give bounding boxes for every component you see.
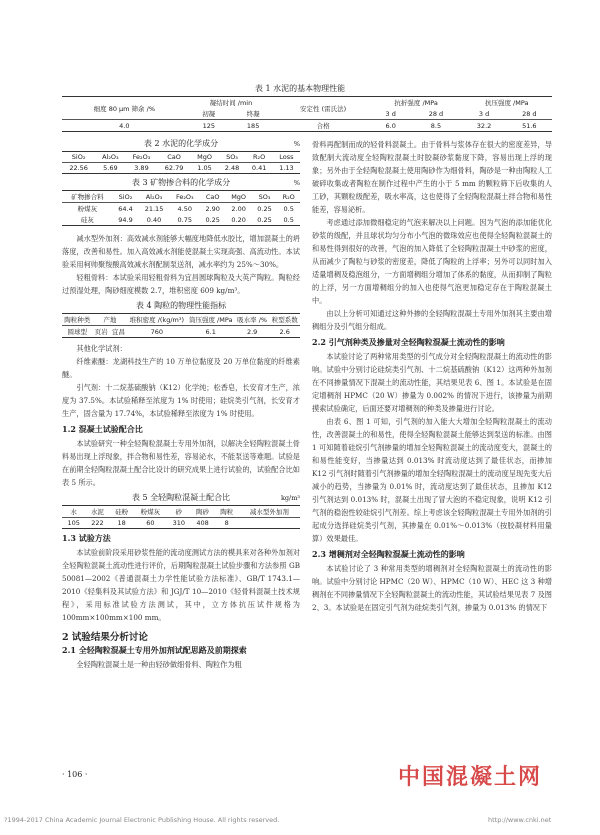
table2-cell: 2.48 [224,164,240,172]
table4-header: 陶粒种类 [64,316,91,324]
table2-title: 表 2 水泥的化学成分 [143,139,219,148]
table3-header: SO₃ [258,192,271,201]
left-paragraphs-4 [62,546,300,624]
table5-cell: 18 [117,519,126,527]
left-paragraphs-1 [62,232,300,297]
paragraph: 纤维素醚：龙湖科技生产的 10 万单位黏度及 20 万单位黏度的纤维素醚。 [62,357,300,379]
section-2-2-heading: 2.2 引气剂种类及掺量对全轻陶粒混凝土流动性的影响 [312,337,505,347]
paragraph: 减水型外加剂：高效减水剂能够大幅度地降低水胶比，增加混凝土的坍落度，改善和易性。加入高效减水剂能使混凝土实现高强、高流动性。本试验采用柯帅聚羧酸高效减水剂配制泵送剂，减水率约为 25%～30%。 [62,234,300,269]
table5-header: 水 [70,508,77,516]
paragraph: 全轻陶粒混凝土是一种由轻砂做细骨料、陶粒作为粗 [76,660,242,669]
table4 [62,313,300,338]
section-1-2-heading: 1.2 混凝土试验配合比 [62,424,143,434]
section-2-1-heading: 2.1 全轻陶粒混凝土专用外加剂试配思路及前期探索 [62,645,247,655]
table3-header: MgO [231,192,247,201]
table5-cell [239,518,300,529]
table2-header: CaO [167,153,181,161]
table4-cell: 760 [150,327,164,336]
table4-header: 堆积密度 /(kg/m³) [129,316,184,324]
left-paragraphs-2 [62,342,300,420]
table1-cell: 51.6 [522,121,537,130]
table4-cell: 2.9 [246,327,258,336]
paragraph: 由以上分析可知通过这种外掺的全轻陶粒混凝土专用外加剂其主要由增稠组分及引气组分组成。 [312,309,552,331]
table5-cell: 60 [146,519,155,527]
table5-header: 粉煤灰 [140,508,161,516]
table3-header: SiO₂ [118,192,133,201]
table4-header: 筒压强度 /MPa [188,316,233,324]
table2-header: Fe₂O₃ [132,153,151,161]
table1-header: 细度 80 μm 筛余 /% [93,104,155,113]
right-column [312,138,552,614]
table1-subheader: 28 d [522,109,537,118]
table3-title: 表 3 矿物掺合料的化学成分 [131,178,231,187]
table3-cell: 硅灰 [80,216,94,224]
table2-cell: 5.69 [103,164,118,172]
table1-cell: 32.2 [476,121,492,130]
table4-cell: 2.6 [279,327,290,336]
footer-copyright: ?1994-2017 China Academic Journal Electronic Publishing House. All rights reserved. [4,816,280,824]
table2-cell: 0.41 [251,164,267,172]
table1-header: 抗折强度 /MPa [394,99,438,107]
table4-cell: 6.1 [205,327,216,336]
table1-subheader: 3 d [478,109,490,118]
table3-cell: 0.25 [257,204,272,213]
table3-cell: 21.15 [144,204,164,213]
table2-cell: 3.89 [134,164,149,172]
table5-header: 陶砂 [196,508,210,516]
table3-cell: 4.50 [177,204,193,213]
table2-header: R₂O [253,153,266,161]
table1-cell: 4.0 [119,121,130,130]
page-number: · 106 · [62,770,88,779]
right-paragraphs-2 [312,350,552,545]
table1-subheader: 3 d [385,109,396,118]
table1-header: 凝结时间 /min [209,99,253,107]
table1-cell: 6.0 [385,121,396,130]
table3-header: R₂O [282,192,295,201]
table3-cell: 94.9 [118,215,133,224]
table1-cell: 8.5 [430,121,442,130]
table3-cell: 0.5 [283,215,294,224]
table1 [62,96,552,132]
paragraph: 其他化学试剂： [76,344,127,353]
table1-subheader: 终凝 [246,110,260,118]
table3-cell: 粉煤灰 [77,205,98,213]
left-paragraphs-3 [62,437,300,489]
table1-header: 安定性 (雷氏法) [300,104,347,113]
table2-header: SO₃ [226,153,238,161]
table4-header: 粒型系数 [271,316,298,324]
table4-cell: 圆球型 [67,328,88,336]
section-2-heading: 2 试验结果分析讨论 [62,632,148,643]
table5-header: 硅粉 [115,508,129,516]
table1-title: 表 1 水泥的基本物理性能 [254,84,346,93]
section-2-3-heading: 2.3 增稠剂对全轻陶粒混凝土流动性的影响 [312,549,465,559]
paragraph: 考虑通过添加微细稳定的气泡来解决以上问题。因为气泡的添加能优化砂浆的级配，并且球状均匀分布小气泡的微珠效应也使得全轻陶粒混凝土的和易性得到很好的改善，气泡的加入降低了全轻陶粒混凝土中砂浆的密度，从而减少了陶粒与砂浆的密度差，降低了陶粒的上浮率；另外可以同时加入适量增稠及稳泡组分，一方面增稠组分增加了体系的黏度，从而抑制了陶粒的上浮，另一方面增稠组分的加入也使得气泡更加稳定存在于陶粒混凝土中。 [312,218,552,305]
table2-cell: 62.79 [164,164,184,172]
table3-cell: 2.00 [231,204,246,213]
table3-cell: 0.20 [231,215,246,224]
table3-header: 矿物掺合料 [71,193,104,201]
table5-cell: 310 [172,519,185,527]
table1-subheader: 初凝 [202,110,216,118]
table3-cell: 64.4 [118,204,133,213]
table1-header: 抗压强度 /MPa [484,99,529,107]
paragraph: 由表 6、图 1 可知，引气剂的加入能大大增加全轻陶粒混凝土的流动性，改善混凝土的和易性，使得全轻陶粒混凝土能够达到泵送的标准。由图 1 可知随着硅烷引气剂掺量的增加全轻陶粒混凝土的流动度变大，混凝土的和易性能变好，当掺量达到 0.013% 时流动度达到了最佳状态，而掺加 K12 引气剂时随着引气剂掺量的增加全轻陶粒混凝土的流动度呈现先变大后减小的趋势，当掺量为 0.01% 时，流动度达到了最佳状态，且掺加 K12 引气剂达到 0.013% 时，混凝土出现了冒大泡的不稳定现象，说明 K12 引气剂的稳泡性较硅烷引气剂差。综上考虑该全轻陶粒混凝土专用外加剂的引起成分选择硅烷类引气剂，其掺量在 0.01%～0.013%（按胶凝材料用量算）效果最佳。 [312,417,552,543]
table3-cell: 0.25 [205,215,220,224]
left-column [62,138,300,671]
site-watermark: 中国混凝土网 [398,765,543,790]
table2-cell: 1.05 [197,164,212,172]
section-1-3-heading: 1.3 试验方法 [62,533,111,543]
table5-title: 表 5 全轻陶粒混凝土配合比 [131,493,231,502]
table4-title: 表 4 陶粒的物理性能指标 [135,301,227,310]
paragraph: 引气剂：十二烷基硫酸钠（K12）化学纯；松香皂，长安育才生产，浓度为 37.5%。本试验稀释至浓度为 1% 时使用；硅烷类引气剂，长安育才生产，固含量为 17.74%，本试验稀释至浓度为 1% 时使用。 [62,383,300,418]
table3-cell: 0.25 [257,215,272,224]
table2-header: Al₂O₃ [102,153,119,161]
right-paragraphs-1 [312,138,552,333]
table2-unit: % [293,140,300,148]
table2-cell: 1.13 [279,164,294,172]
table3-header: CaO [205,192,220,201]
table2-cell: 22.56 [69,164,88,172]
table4-cell: 宜昌 [111,328,125,336]
table5-cell: 8 [224,519,229,527]
table1-cell: 125 [202,121,216,130]
table5 [62,505,300,529]
table3-header: Al₂O₃ [145,192,163,201]
table3 [62,190,300,226]
table1-cell: 185 [246,121,260,130]
footer-url[interactable]: http://www.cnki.net [488,816,552,824]
table5-header: 减水型外加剂 [249,508,289,516]
table1-cell: 合格 [316,122,330,130]
paragraph: 轻粗骨料：本试验采用轻粗骨料为宜昌圆球陶粒及大英产陶粒。陶粒经过预湿处理，陶砂细度模数 2.7，堆积密度 609 kg/m³。 [62,273,300,295]
table5-header: 陶粒 [220,508,234,516]
table3-cell: 2.90 [205,204,220,213]
table4-header: 吸水率 /% [237,316,268,324]
paragraph: 本试验研究一种全轻陶粒混凝土专用外加剂，以解决全轻陶粒混凝土骨料易出现上浮现象，拌合物和易性差，容易泌水，不能泵送等难题。试验是在前期全轻陶粒混凝土配合比设计的研究成果上进行试验的，试验配合比如表 5 所示。 [62,439,300,487]
left-paragraphs-5 [62,658,300,671]
table2-header: MgO [197,153,212,161]
table3-header: Fe₂O₃ [175,192,194,201]
table2 [62,151,300,174]
table5-cell: 222 [91,519,104,527]
table3-unit: % [293,179,300,187]
table3-cell: 0.75 [177,215,193,224]
table2-header: SiO₂ [71,153,86,161]
table4-header: 产地 [103,316,117,324]
table2-header: Loss [279,153,294,161]
paragraph: 本试验讨论了两种常用类型的引气成分对全轻陶粒混凝土的流动性的影响。试验中分别讨论硅烷类引气剂、十二烷基硫酸钠（K12）这两种外加剂在不同掺量情况下混凝土的流动性能，其结果见表 6、图 1。本试验是在固定增稠剂 HPMC（20 W）掺量为 0.002% 的情况下进行，该掺量为前期摸索试验确定，后面还要对增稠剂的种类及掺量进行讨论。 [312,352,552,413]
table3-cell: 0.40 [146,215,162,224]
table5-header: 砂 [175,508,183,516]
right-paragraphs-3 [312,562,552,614]
paragraph: 本试验讨论了 3 种常用类型的增稠剂对全轻陶粒混凝土的流动性的影响。试验中分别讨论 HPMC（20 W）、HPMC（10 W）、HEC 这 3 种增稠剂在不同掺量情况下全轻陶粒混凝土的流动性能，其试验结果见表 7 及图 2、3。本试验是在固定引气剂为硅烷类引气剂，掺量为 0.013% 的情况下 [312,564,552,612]
table3-cell: 0.5 [283,204,294,213]
table5-cell: 408 [196,519,209,527]
table5-cell: 105 [67,519,80,527]
table4-cell: 页岩 [94,328,108,336]
paragraph: 骨料再配制而成的轻骨料混凝土。由于骨料与浆体存在很大的密度差异，导致配制大流动度全轻陶粒混凝土时胶凝砂浆黏度下降，容易出现上浮的现象；另外由于全轻陶粒混凝土使用陶砂作为细骨料，陶砂是一种由陶粒人工破碎收集或者陶粒在制作过程中产生的小于 5 mm 的颗粒筛下后收集的人工砂，其颗粒级配差，吸水率高，这也使得了全轻陶粒混凝土拌合物和易性能差，容易泌析。 [312,140,552,214]
paragraph: 本试验前阶段采用砂浆性能的流动度测试方法的模具来对各种外加剂对全轻陶粒混凝土流动性进行评价，后期陶粒混凝土试验步骤和方法参照 GB 50081—2002《普通混凝土力学性能试验方法标准》、GB/T 1743.1—2010《轻集料及其试验方法》和 JGJ/T 10—2010《轻骨料混凝土技术规程》，采用标准试验方法测试，其中，立方体抗压试件规格为 100mm×100mm×100 mm。 [62,548,300,622]
table5-unit: kg/m³ [280,494,300,502]
table5-header: 水泥 [90,508,104,516]
table1-subheader: 28 d [428,109,444,118]
